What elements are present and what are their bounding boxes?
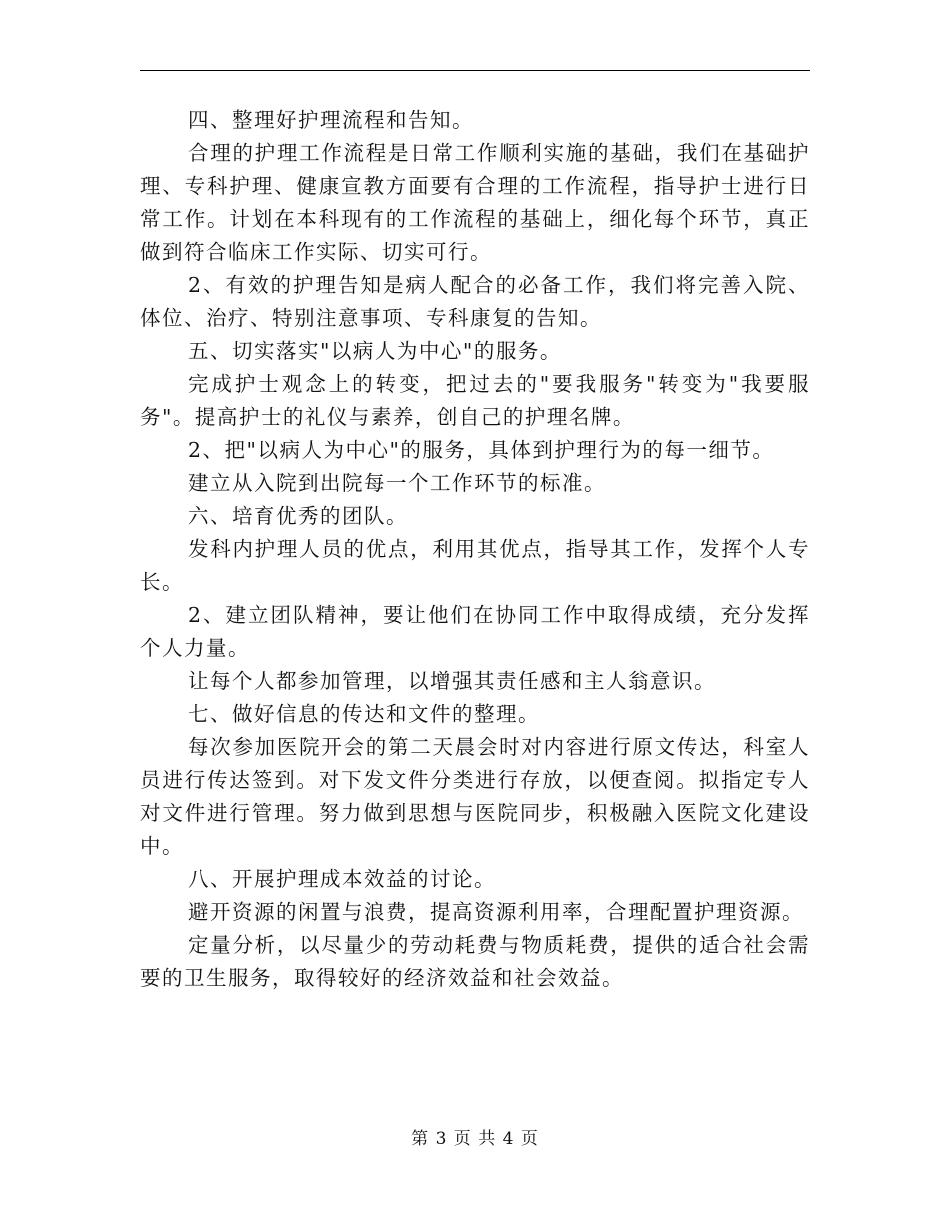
paragraph: 每次参加医院开会的第二天晨会时对内容进行原文传达，科室人员进行传达签到。对下发文件分类进行存放，以便查阅。拟指定专人对文件进行管理。努力做到思想与医院同步，积极融入医院文化建设中。: [140, 735, 810, 858]
header-rule: [140, 70, 810, 71]
paragraph: 让每个人都参加管理，以增强其责任感和主人翁意识。: [188, 669, 716, 693]
paragraph: 完成护士观念上的转变，把过去的"要我服务"转变为"我要服务"。提高护士的礼仪与素养，创自己的护理名牌。: [140, 372, 810, 429]
paragraph: 发科内护理人员的优点，利用其优点，指导其工作，发挥个人专长。: [140, 537, 810, 594]
section-heading-4: 四、整理好护理流程和告知。: [188, 108, 474, 132]
paragraph: 建立从入院到出院每一个工作环节的标准。: [188, 471, 606, 495]
paragraph: 定量分析，以尽量少的劳动耗费与物质耗费，提供的适合社会需要的卫生服务，取得较好的经济效益和社会效益。: [140, 933, 810, 990]
paragraph: 合理的护理工作流程是日常工作顺利实施的基础，我们在基础护理、专科护理、健康宣教方面要有合理的工作流程，指导护士进行日常工作。计划在本科现有的工作流程的基础上，细化每个环节，真正做到符合临床工作实际、切实可行。: [140, 141, 810, 264]
section-heading-8: 八、开展护理成本效益的讨论。: [188, 867, 496, 891]
paragraph: 2、建立团队精神，要让他们在协同工作中取得成绩，充分发挥个人力量。: [140, 603, 810, 660]
paragraph: 2、有效的护理告知是病人配合的必备工作，我们将完善入院、体位、治疗、特别注意事项、专科康复的告知。: [140, 273, 810, 330]
paragraph: 2、把"以病人为中心"的服务，具体到护理行为的每一细节。: [188, 438, 775, 462]
section-heading-7: 七、做好信息的传达和文件的整理。: [188, 702, 540, 726]
section-heading-5: 五、切实落实"以病人为中心"的服务。: [188, 339, 562, 363]
paragraph: 避开资源的闲置与浪费，提高资源利用率，合理配置护理资源。: [188, 900, 804, 924]
section-heading-6: 六、培育优秀的团队。: [188, 504, 408, 528]
page-number-footer: 第 3 页 共 4 页: [411, 1129, 539, 1149]
document-body: [140, 104, 810, 995]
